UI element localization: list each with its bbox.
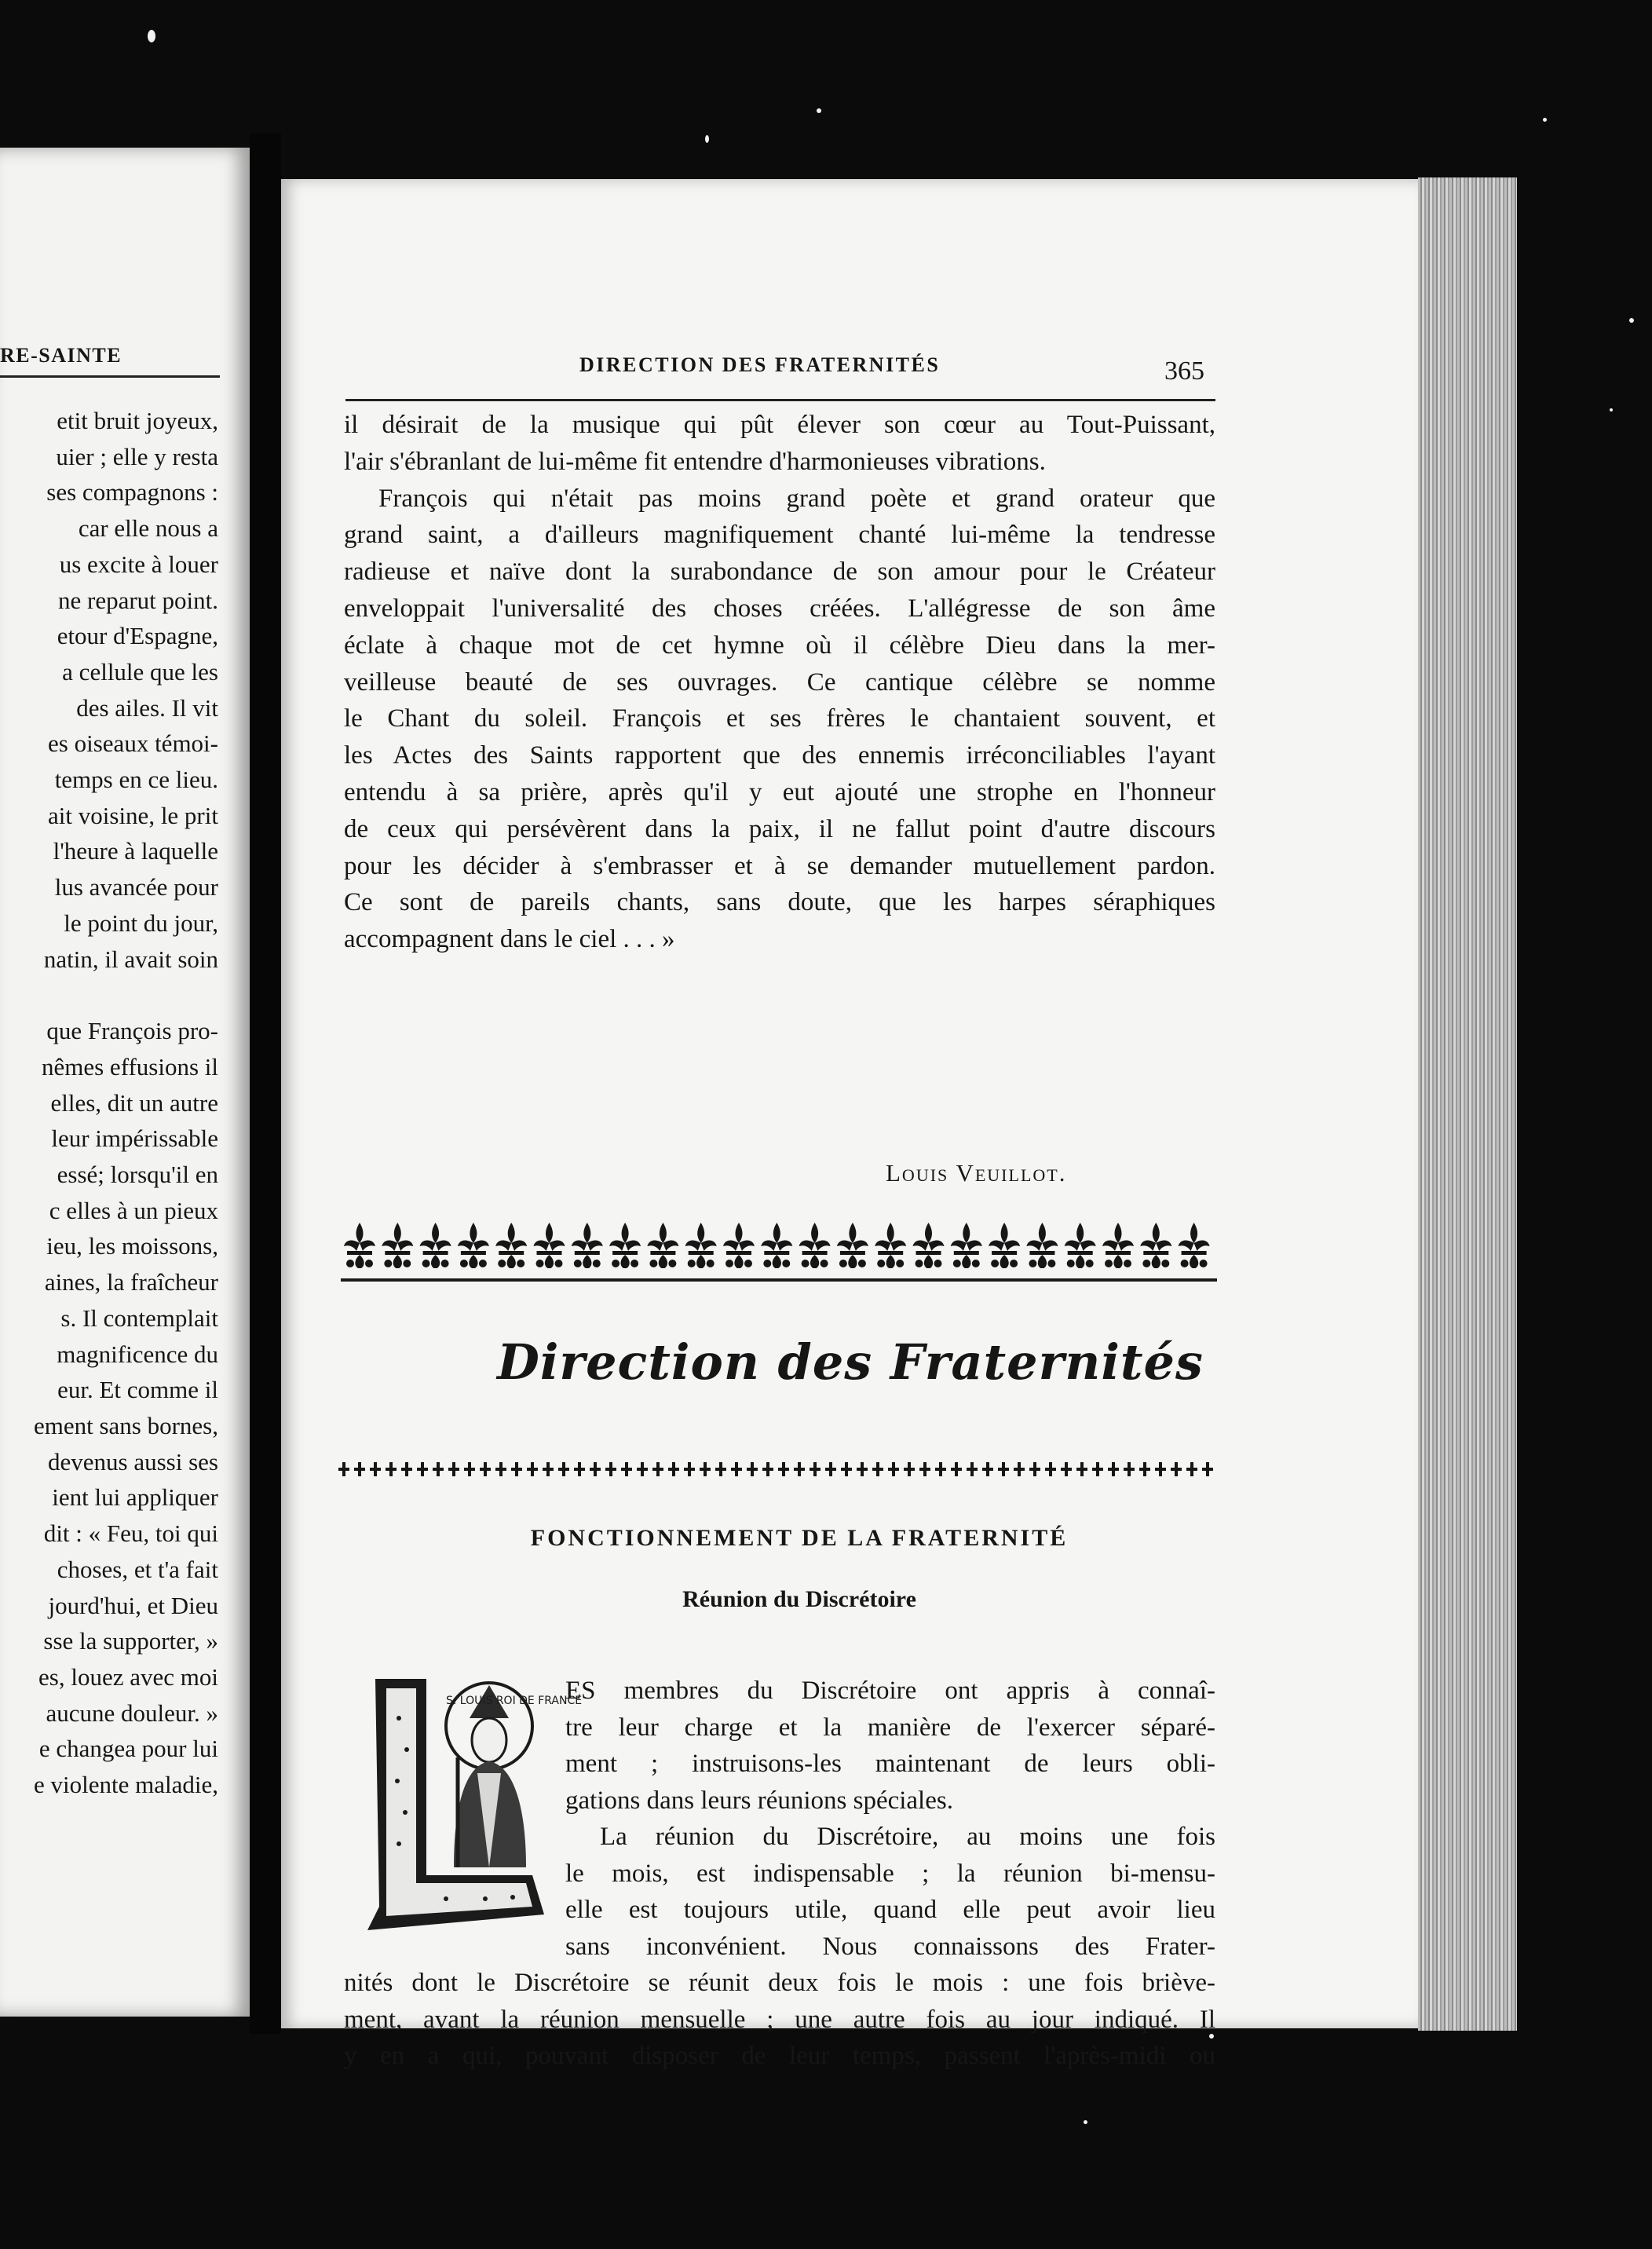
cross-ornament [841,1462,852,1476]
left-page-text [0,403,218,1803]
fleur-ornament [572,1223,603,1268]
fleur-ornament-band [341,1220,1217,1274]
left-text-line: nêmes effusions il [41,1052,218,1081]
cross-ornament [386,1462,397,1476]
cross-ornament [480,1462,491,1476]
left-text-line: dit : « Feu, toi qui [43,1519,218,1548]
cross-ornament [1171,1462,1182,1476]
body-line: ment, avant la réunion mensuelle ; une autre fois au jour indiqué. Il [344,2005,1215,2034]
cross-ornament [1045,1462,1056,1476]
cross-ornament [794,1462,805,1476]
quote-line: enveloppait l'universalité des choses créées. L'allégresse de son âme [344,594,1215,623]
sub-subtitle: Réunion du Discrétoire [682,1586,916,1612]
left-text-line: ses compagnons : [46,478,218,506]
quote-line: François qui n'était pas moins grand poète et grand orateur que [378,484,1215,513]
cross-ornament [935,1462,946,1476]
fleur-ornament [647,1223,678,1268]
left-text-line: jourd'hui, et Dieu [48,1591,218,1619]
left-text-line: a cellule que les [62,657,218,686]
dust-speck [817,108,821,113]
cross-ornament [715,1462,726,1476]
quote-line: l'air s'ébranlant de lui-même fit entendre d'harmonieuses vibrations. [344,447,1046,476]
cross-ornament [543,1462,554,1476]
left-text-line: ient lui appliquer [52,1483,218,1512]
fleur-ornament [495,1223,527,1268]
dust-speck [1629,318,1634,323]
left-text-line: aines, la fraîcheur [44,1268,218,1296]
cross-ornament [1186,1462,1197,1476]
fleur-ornament [761,1223,792,1268]
cross-ornament [370,1462,381,1476]
left-text-line: ait voisine, le prit [48,801,218,829]
cross-ornament [982,1462,993,1476]
cross-ornament [448,1462,459,1476]
left-text-line: des ailes. Il vit [76,693,218,722]
cross-border [338,1459,1217,1479]
quote-line: de ceux qui persévèrent dans la paix, il ne fallut point d'autre discours [344,814,1215,843]
fleur-ornament [458,1223,489,1268]
cross-ornament [417,1462,428,1476]
cross-ornament [1202,1462,1213,1476]
fleur-ornament [344,1223,375,1268]
fleur-ornament [1026,1223,1058,1268]
running-header: DIRECTION DES FRATERNITÉS [579,353,941,376]
cross-ornament [527,1462,538,1476]
fleur-ornament [989,1223,1020,1268]
left-text-line: uier ; elle y resta [56,442,218,470]
left-text-line: car elle nous a [78,514,218,543]
quote-line: radieuse et naïve dont la surabondance de son amour pour le Créateur [344,558,1215,587]
subtitle: FONCTIONNEMENT DE LA FRATERNITÉ [530,1525,1069,1551]
body-line: tre leur charge et la manière de l'exercer séparé- [565,1713,1215,1742]
cross-ornament [652,1462,663,1476]
left-text-line: devenus aussi ses [48,1447,218,1476]
cross-ornament [919,1462,930,1476]
cross-ornament [511,1462,522,1476]
quote-line: éclate à chaque mot de cet hymne où il célèbre Dieu dans la mer- [344,631,1215,660]
cross-ornament [684,1462,695,1476]
quote-line: pour les décider à s'embrasser et à se demander mutuellement pardon. [344,851,1215,880]
cross-ornament [354,1462,365,1476]
cross-ornament [605,1462,616,1476]
section-title: Direction des Fraternités [497,1333,1204,1391]
dust-speck [1084,2120,1087,2124]
left-text-line: natin, il avait soin [43,945,218,973]
left-text-line: leur impérissable [51,1124,218,1153]
cross-ornament [825,1462,836,1476]
left-text-line: aucune douleur. » [46,1699,218,1727]
cross-ornament [778,1462,789,1476]
cross-ornament [1029,1462,1040,1476]
left-text-line: sse la supporter, » [43,1627,218,1655]
book-gutter [250,133,281,2034]
quote-line: Ce sont de pareils chants, sans doute, que les harpes séraphiques [344,888,1215,917]
body-line: gations dans leurs réunions spéciales. [565,1786,953,1815]
cross-ornament [951,1462,962,1476]
fleur-ornament [799,1223,831,1268]
left-text-line: es, louez avec moi [38,1662,218,1691]
page-number: 365 [1164,357,1204,386]
body-paragraph [344,1673,1215,2075]
left-text-line: choses, et t'a fait [57,1555,218,1583]
fleur-ornament [534,1223,565,1268]
quote-line: le Chant du soleil. François et ses frères le chantaient souvent, et [344,704,1215,733]
fleur-ornament [1065,1223,1096,1268]
quote-line: entendu à sa prière, après qu'il y eut ajouté une strophe en l'honneur [344,777,1215,806]
left-text-line: temps en ce lieu. [54,766,218,794]
cross-ornament [338,1462,349,1476]
cross-ornament [590,1462,601,1476]
left-text-line: magnificence du [57,1340,218,1368]
cross-ornament [872,1462,883,1476]
left-header-rule [0,375,220,378]
quote-line: les Actes des Saints rapportent que des ennemis irréconciliables l'ayant [344,741,1215,770]
cross-ornament [747,1462,758,1476]
body-line: le mois, est indispensable ; la réunion bi-mensu- [565,1859,1215,1888]
cross-ornament [574,1462,585,1476]
left-text-line: c elles à un pieux [49,1196,218,1224]
cross-ornament [904,1462,915,1476]
cross-ornament [857,1462,868,1476]
body-line: y en a qui, pouvant disposer de leur temps, passent l'après-midi ou [344,2042,1215,2070]
quote-line: accompagnent dans le ciel . . . » [344,925,675,954]
cross-ornament [1124,1462,1135,1476]
fleur-ornament [1102,1223,1134,1268]
left-text-line: etour d'Espagne, [57,622,218,650]
body-line: ES membres du Discrétoire ont appris à connaî- [565,1677,1215,1705]
cross-ornament [637,1462,648,1476]
quote-paragraph [344,407,1215,958]
dust-speck [705,135,709,143]
left-text-line: es oiseaux témoi- [48,730,218,758]
cross-ornament [700,1462,711,1476]
left-text-line: l'heure à laquelle [53,837,218,865]
left-text-line: s. Il contemplait [60,1304,218,1332]
fleur-ornament [382,1223,413,1268]
cross-ornament [1155,1462,1166,1476]
left-text-line: etit bruit joyeux, [57,407,218,434]
signature: Louis Veuillot. [886,1159,1067,1187]
cross-ornament [1061,1462,1072,1476]
cross-ornament [731,1462,742,1476]
cross-ornament [1014,1462,1025,1476]
left-text-line: e violente maladie, [34,1771,218,1799]
left-running-header: RE-SAINTE [0,344,122,367]
cross-ornament [1076,1462,1087,1476]
cross-ornament [1092,1462,1103,1476]
cross-ornament [495,1462,506,1476]
dust-speck [148,30,155,42]
cross-ornament [558,1462,569,1476]
cross-ornament [433,1462,444,1476]
fleur-ornament [723,1223,755,1268]
left-text-line: lus avancée pour [54,873,218,901]
fleur-ornament [1179,1223,1210,1268]
left-text-line: ieu, les moissons, [46,1232,218,1260]
cross-ornament [888,1462,899,1476]
cross-ornament [762,1462,773,1476]
page-edges [1418,177,1517,2031]
left-text-line: le point du jour, [64,909,218,937]
fleur-ornament [875,1223,906,1268]
cross-ornament [810,1462,821,1476]
fleur-ornament [951,1223,982,1268]
body-line: sans inconvénient. Nous connaissons des Frater- [565,1932,1215,1961]
left-text-line: e changea pour lui [38,1735,218,1763]
body-line: La réunion du Discrétoire, au moins une fois [600,1823,1215,1851]
left-text-line: eur. Et comme il [57,1376,218,1404]
left-text-line: ne reparut point. [57,586,218,614]
body-line: elle est toujours utile, quand elle peut avoir lieu [565,1896,1215,1924]
cross-ornament [464,1462,475,1476]
quote-line: il désirait de la musique qui pût élever son cœur au Tout-Puissant, [344,411,1215,439]
ornament-rule [341,1278,1217,1282]
left-text-line: ement sans bornes, [33,1411,218,1439]
left-text-line: elles, dit un autre [50,1088,218,1117]
header-rule [345,399,1215,401]
body-line: ment ; instruisons-les maintenant de leurs obli- [565,1750,1215,1778]
fleur-ornament [420,1223,451,1268]
dropcap-inscription: S. LOUIS ROI DE FRANCE [446,1695,583,1707]
cross-ornament [1139,1462,1150,1476]
fleur-ornament [913,1223,945,1268]
right-page [281,179,1420,2070]
quote-line: grand saint, a d'ailleurs magnifiquement chanté lui-même la tendresse [344,521,1215,550]
left-page [0,148,250,2017]
left-text-line: us excite à louer [59,550,218,578]
body-line: nités dont le Discrétoire se réunit deux fois le mois : une fois briève- [344,1969,1215,1997]
fleur-ornament [609,1223,641,1268]
left-text-line: que François pro- [46,1017,218,1045]
fleur-ornament [1140,1223,1171,1268]
quote-line: veilleuse beauté de ses ouvrages. Ce cantique célèbre se nomme [344,667,1215,697]
cross-ornament [668,1462,679,1476]
dust-speck [1543,118,1547,122]
cross-ornament [401,1462,412,1476]
cross-ornament [998,1462,1009,1476]
cross-ornament [1108,1462,1119,1476]
cross-ornament [967,1462,978,1476]
left-text-line: essé; lorsqu'il en [57,1161,218,1189]
cross-ornament [621,1462,632,1476]
fleur-ornament [837,1223,868,1268]
dust-speck [1610,408,1613,411]
fleur-ornament [685,1223,717,1268]
